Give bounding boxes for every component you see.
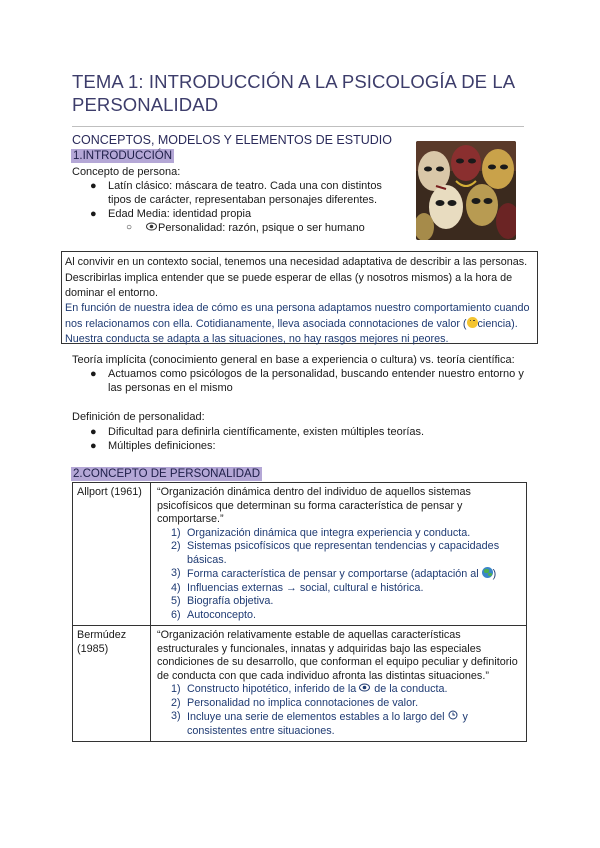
definition-list	[155, 527, 522, 623]
bullet-dot: ●	[90, 208, 97, 220]
teoria-bullet: Actuamos como psicólogos de la personalidad, buscando entender nuestro entorno y las personas en el mismo	[108, 368, 524, 394]
eye-icon	[146, 221, 158, 235]
definition-list	[155, 683, 522, 738]
list-item: 1) Constructo hipotético, inferido de la de la conducta.	[171, 683, 448, 695]
author-cell: Allport (1961)	[73, 483, 151, 626]
bullet-dot: ●	[90, 180, 97, 192]
definition-quote: “Organización dinámica dentro del individuo de aquellos sistemas psicofísicos que determinan su forma característica de pensar y comportarse.”	[157, 486, 471, 525]
sub-bullet-row	[146, 221, 365, 235]
teoria-label: Teoría implícita (conocimiento general en base a experiencia o cultura) vs. teoría científica:	[72, 354, 515, 366]
box-paragraph-blue	[65, 301, 537, 348]
sad-face-icon	[467, 317, 478, 328]
sub-bullet-circle: ○	[126, 222, 133, 233]
box-blue-text-1: En función de nuestra idea de cómo es una persona adaptamos nuestro comportamiento cuando nos relacionamos con ella. Cotidianamente, lleva asociada connotaciones de valor (	[65, 302, 530, 330]
box-blue-text-2: ciencia). Nuestra conducta se adapta a las situaciones, no hay rasgos mejores ni peores.	[65, 317, 518, 345]
table-row	[73, 483, 527, 626]
list-item: 3) Incluye una serie de elementos estables a lo largo del y consistentes entre situaciones.	[171, 710, 468, 737]
list-item: 2) Personalidad no implica connotaciones de valor.	[171, 696, 419, 709]
list-item: 1) Organización dinámica que integra experiencia y conducta.	[171, 526, 471, 539]
definition-cell	[151, 626, 527, 742]
concepto-persona-label: Concepto de persona:	[72, 166, 181, 178]
eye-icon	[359, 683, 371, 697]
subheading-concepto: 2.CONCEPTO DE PERSONALIDAD	[73, 468, 261, 480]
globe-icon	[482, 567, 493, 578]
sub-bullet-text: Personalidad: razón, psique o ser humano	[158, 222, 365, 234]
list-item: 6) Autoconcepto.	[171, 608, 257, 621]
definition-cell	[151, 483, 527, 626]
bullet-dot: ●	[90, 368, 97, 380]
def-bullet-2: Múltiples definiciones:	[108, 440, 216, 452]
page-title: TEMA 1: INTRODUCCIÓN A LA PSICOLOGÍA DE LA PERSONALIDAD	[72, 71, 515, 115]
table-row	[73, 626, 527, 742]
bullet-latin: Latín clásico: máscara de teatro. Cada una con distintos tipos de carácter, representaban personajes diferentes.	[108, 180, 382, 206]
box-paragraph-black: Al convivir en un contexto social, tenemos una necesidad adaptativa de describir a las personas. Describirlas implica entender que se puede esperar de ellas (y nosotros mismos) a la hora de dominar el entorno.	[65, 256, 528, 299]
clock-icon	[448, 710, 460, 725]
list-item: 5) Biografía objetiva.	[171, 595, 274, 607]
bullet-dot: ●	[90, 440, 97, 452]
definition-quote: “Organización relativamente estable de aquellas características estructurales y funcionales, innatas y adquiridas bajo las especiales condiciones de su desarrollo, que conforman el equipo peculiar y definitorio de conducta con que cada individuo afronta las distintas situaciones.”	[157, 629, 518, 682]
section-heading: CONCEPTOS, MODELOS Y ELEMENTOS DE ESTUDIO	[72, 133, 392, 147]
subheading-introduccion: 1.INTRODUCCIÓN	[73, 150, 173, 162]
bullet-dot: ●	[90, 426, 97, 438]
author-cell: Bermúdez (1985)	[73, 626, 151, 742]
highlight-box	[61, 251, 538, 344]
bullet-edad-media: Edad Media: identidad propia	[108, 208, 252, 220]
list-item: 3) Forma característica de pensar y comportarse (adaptación al )	[171, 567, 497, 580]
list-item: 4) Influencias externas → social, cultural e histórica.	[171, 581, 424, 594]
venetian-masks-image	[416, 141, 516, 240]
list-item: 2) Sistemas psicofísicos que representan tendencias y capacidades básicas.	[171, 540, 500, 566]
definitions-table	[72, 482, 527, 742]
def-bullet-1: Dificultad para definirla científicamente, existen múltiples teorías.	[108, 426, 425, 438]
title-divider	[72, 126, 524, 127]
definicion-label: Definición de personalidad:	[72, 411, 205, 423]
